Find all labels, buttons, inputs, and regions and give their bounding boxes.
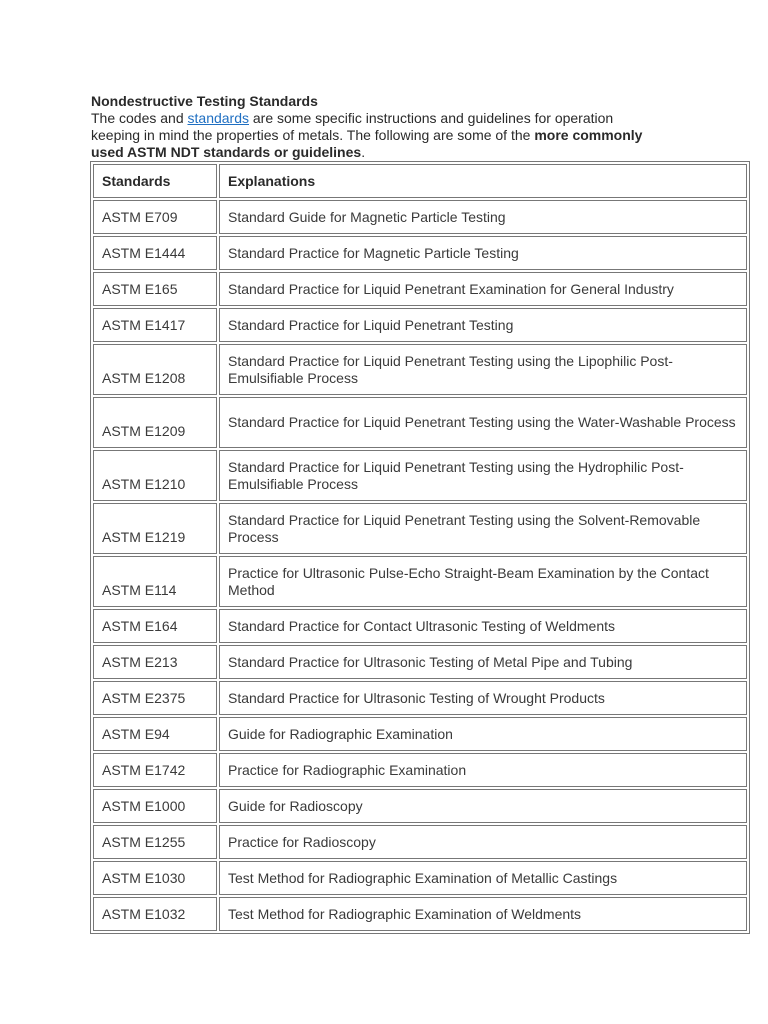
intro-text: . bbox=[361, 144, 366, 160]
standard-code: ASTM E213 bbox=[93, 645, 217, 679]
table-row bbox=[93, 609, 747, 643]
intro-bold-text: used ASTM NDT standards or guidelines bbox=[91, 144, 362, 160]
standard-explanation: Practice for Radioscopy bbox=[219, 825, 747, 859]
standard-explanation: Standard Practice for Liquid Penetrant Testing using the Hydrophilic Post-Emulsifiable Process bbox=[219, 450, 747, 501]
standard-explanation: Guide for Radioscopy bbox=[219, 789, 747, 823]
table-row bbox=[93, 344, 747, 395]
standard-code: ASTM E1219 bbox=[93, 503, 217, 554]
table-row bbox=[93, 897, 747, 931]
standard-code: ASTM E94 bbox=[93, 717, 217, 751]
table-header-row bbox=[93, 164, 747, 198]
standard-explanation: Test Method for Radiographic Examination of Weldments bbox=[219, 897, 747, 931]
standard-explanation: Standard Practice for Liquid Penetrant Testing using the Lipophilic Post-Emulsifiable Process bbox=[219, 344, 747, 395]
standard-code: ASTM E1208 bbox=[93, 344, 217, 395]
table-row bbox=[93, 753, 747, 787]
standard-explanation: Standard Guide for Magnetic Particle Testing bbox=[219, 200, 747, 234]
standard-explanation: Standard Practice for Ultrasonic Testing of Metal Pipe and Tubing bbox=[219, 645, 747, 679]
standard-explanation: Practice for Ultrasonic Pulse-Echo Straight-Beam Examination by the Contact Method bbox=[219, 556, 747, 607]
header-explanations: Explanations bbox=[219, 164, 747, 198]
standard-code: ASTM E114 bbox=[93, 556, 217, 607]
standard-explanation: Standard Practice for Liquid Penetrant Testing using the Water-Washable Process bbox=[219, 397, 747, 448]
intro-text: keeping in mind the properties of metals. The following are some of the bbox=[91, 127, 535, 143]
table-row bbox=[93, 717, 747, 751]
standard-explanation: Standard Practice for Liquid Penetrant Examination for General Industry bbox=[219, 272, 747, 306]
header-standards: Standards bbox=[93, 164, 217, 198]
standard-code: ASTM E1209 bbox=[93, 397, 217, 448]
standard-code: ASTM E709 bbox=[93, 200, 217, 234]
intro-text: are some specific instructions and guidelines for operation bbox=[249, 110, 614, 126]
table-row bbox=[93, 789, 747, 823]
standard-code: ASTM E1255 bbox=[93, 825, 217, 859]
intro-text: The codes and bbox=[91, 110, 188, 126]
standard-code: ASTM E1210 bbox=[93, 450, 217, 501]
table-row bbox=[93, 645, 747, 679]
table-row bbox=[93, 556, 747, 607]
table-row bbox=[93, 397, 747, 448]
table-row bbox=[93, 308, 747, 342]
standard-code: ASTM E1417 bbox=[93, 308, 217, 342]
standard-explanation: Standard Practice for Magnetic Particle Testing bbox=[219, 236, 747, 270]
table-row bbox=[93, 272, 747, 306]
standard-code: ASTM E1444 bbox=[93, 236, 217, 270]
standard-explanation: Guide for Radiographic Examination bbox=[219, 717, 747, 751]
table-row bbox=[93, 681, 747, 715]
standard-code: ASTM E1000 bbox=[93, 789, 217, 823]
intro-bold-text: more commonly bbox=[534, 127, 643, 143]
table-row bbox=[93, 236, 747, 270]
table-row bbox=[93, 861, 747, 895]
standard-code: ASTM E1742 bbox=[93, 753, 217, 787]
standard-code: ASTM E1032 bbox=[93, 897, 217, 931]
table-row bbox=[93, 825, 747, 859]
standard-code: ASTM E164 bbox=[93, 609, 217, 643]
standard-explanation: Standard Practice for Liquid Penetrant Testing bbox=[219, 308, 747, 342]
table-row bbox=[93, 200, 747, 234]
standard-explanation: Test Method for Radiographic Examination of Metallic Castings bbox=[219, 861, 747, 895]
page-title: Nondestructive Testing Standards bbox=[91, 93, 318, 109]
standard-explanation: Standard Practice for Contact Ultrasonic Testing of Weldments bbox=[219, 609, 747, 643]
standards-link[interactable]: standards bbox=[187, 110, 249, 126]
standard-explanation: Practice for Radiographic Examination bbox=[219, 753, 747, 787]
intro-paragraph bbox=[91, 110, 711, 161]
table-row bbox=[93, 450, 747, 501]
standard-explanation: Standard Practice for Ultrasonic Testing of Wrought Products bbox=[219, 681, 747, 715]
standard-code: ASTM E1030 bbox=[93, 861, 217, 895]
standard-explanation: Standard Practice for Liquid Penetrant Testing using the Solvent-Removable Process bbox=[219, 503, 747, 554]
standards-table bbox=[90, 161, 750, 934]
table-row bbox=[93, 503, 747, 554]
standard-code: ASTM E2375 bbox=[93, 681, 217, 715]
standard-code: ASTM E165 bbox=[93, 272, 217, 306]
